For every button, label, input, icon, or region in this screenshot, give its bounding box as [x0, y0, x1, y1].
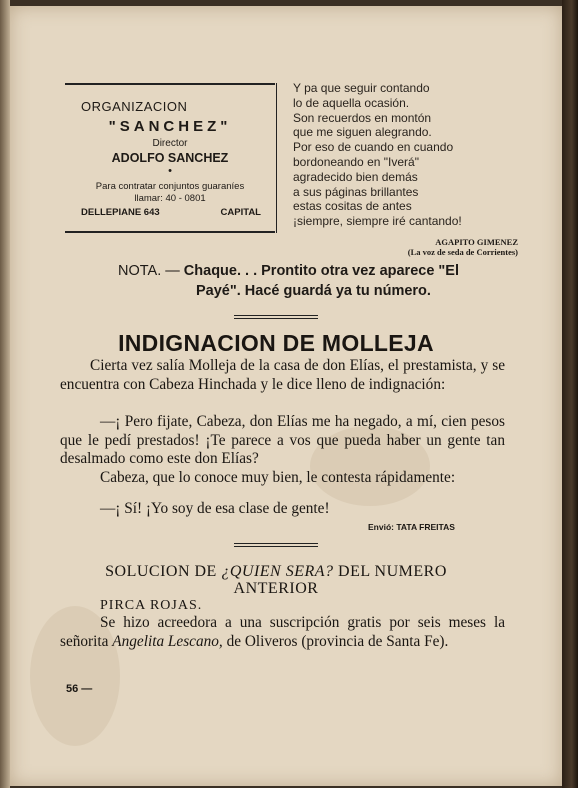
ad-organization: ORGANIZACION: [81, 99, 188, 114]
poem-author: [408, 237, 518, 257]
divider: [234, 315, 318, 319]
solution-heading-line2: ANTERIOR: [233, 580, 319, 597]
note: [118, 261, 459, 301]
ad-name: "SANCHEZ": [108, 118, 232, 135]
ad-contract-line1: Para contratar conjuntos guaraníes: [95, 181, 245, 192]
article-sender: Envió: TATA FREITAS: [368, 522, 455, 532]
page-left-edge: [0, 0, 10, 788]
divider: [234, 543, 318, 547]
author-name: AGAPITO GIMENEZ: [435, 237, 518, 247]
page-number: 56 —: [66, 683, 93, 695]
solution-text: [60, 614, 505, 651]
solution-heading: [0, 563, 552, 597]
poem-line: lo de aquella ocasión.: [293, 95, 410, 110]
poem-line: Por eso de cuando en cuando: [293, 140, 454, 155]
article-paragraph: —¡ Pero fijate, Cabeza, don Elías me ha negado, a mí, cien pesos que le pedí prestados! ¡Te parece a vos que pueda haber un gente tan desalmado como este don Elías?: [60, 413, 505, 468]
author-note: (La voz de seda de Corrientes): [407, 247, 518, 257]
poem-line: agradecido bien demás: [293, 169, 418, 184]
advertisement-box: [65, 83, 275, 233]
solution-heading-pre: SOLUCION DE: [105, 563, 217, 580]
poem: [293, 81, 462, 229]
article-title: INDIGNACION DE MOLLEJA: [118, 330, 434, 356]
article-paragraph: —¡ Sí! ¡Yo soy de esa clase de gente!: [100, 500, 330, 517]
note-label: NOTA. —: [118, 263, 180, 279]
poem-line: Son recuerdos en montón: [293, 110, 432, 125]
poem-line: ¡siempre, siempre iré cantando!: [293, 214, 462, 229]
ad-role: Director: [152, 138, 188, 149]
ad-contract-line2: llamar: 40 - 0801: [134, 193, 206, 204]
ad-address: DELLEPIANE 643: [81, 207, 160, 218]
solution-heading-post: DEL NUMERO: [338, 563, 447, 580]
poem-line: bordoneando en "Iverá": [293, 154, 419, 169]
solution-winner: Angelita Lescano,: [112, 632, 223, 650]
poem-line: a sus páginas brillantes: [293, 184, 419, 199]
article-paragraph: Cierta vez salía Molleja de la casa de don Elías, el prestamista, y se encuentra con Cabeza Hinchada y le dice lleno de indignación:: [60, 357, 505, 393]
poem-line: que me siguen alegrando.: [293, 125, 432, 140]
poem-line: estas cositas de antes: [293, 199, 412, 214]
ad-city: CAPITAL: [220, 207, 261, 218]
ad-person: ADOLFO SANCHEZ: [111, 151, 229, 165]
solution-answer: PIRCA ROJAS.: [100, 598, 203, 613]
solution-text-post: de Oliveros (provincia de Santa Fe).: [226, 632, 449, 650]
note-line1: Chaque. . . Prontito otra vez aparece "El: [183, 263, 459, 279]
note-line2: Payé". Hacé guardá ya tu número.: [196, 283, 431, 299]
ad-bullet: •: [168, 165, 172, 177]
solution-text-pre: Se hizo acreedora a una suscripción gratis por seis meses la señorita: [60, 614, 505, 650]
article-paragraph: Cabeza, que lo conoce muy bien, le contesta rápidamente:: [100, 469, 456, 486]
poem-line: Y pa que seguir contando: [293, 81, 430, 95]
ad-border-right: [276, 83, 277, 233]
ad-contract: [65, 181, 275, 205]
book-spine: [562, 0, 578, 788]
solution-heading-italic: ¿QUIEN SERA?: [221, 563, 334, 580]
